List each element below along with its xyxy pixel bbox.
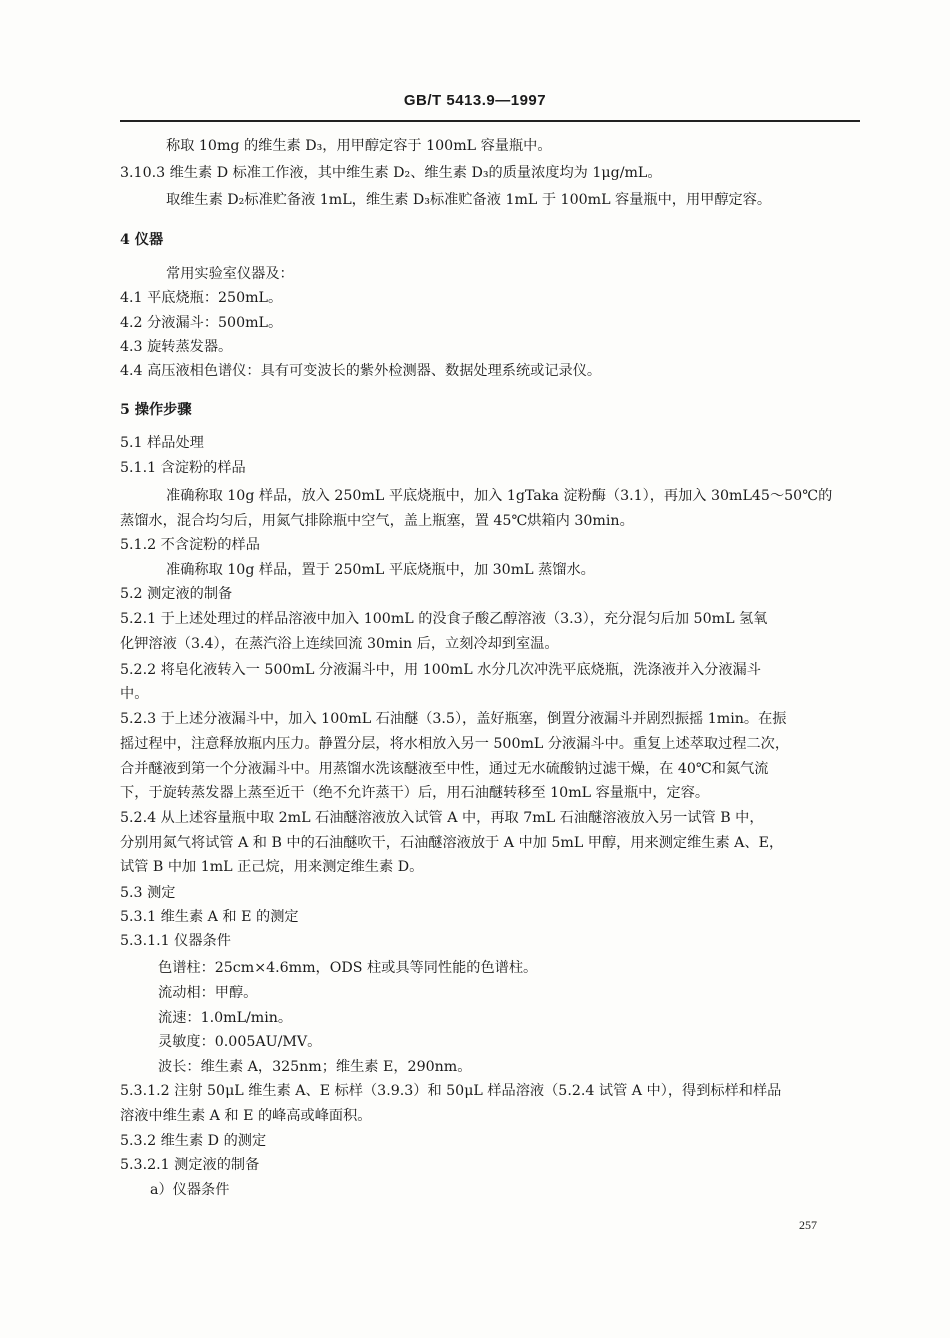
clause-line: 5.3.1.2 注射 50μL 维生素 A、E 标样（3.9.3）和 50μL 样品溶液（5.2.4 试管 A 中），得到标样和样品 (120, 1083, 782, 1099)
text-line: 中。 (120, 686, 149, 702)
text-line: 流速：1.0mL/min。 (158, 1010, 293, 1026)
clause-line: 5.2.4 从上述容量瓶中取 2mL 石油醚溶液放入试管 A 中，再取 7mL 石油醚溶液放入另一试管 B 中， (120, 810, 764, 826)
section-heading: 4 仪器 (120, 232, 164, 248)
text-line: 分别用氮气将试管 A 和 B 中的石油醚吹干，石油醚溶液放于 A 中加 5mL 甲醇，用来测定维生素 A、E， (120, 835, 784, 851)
section-heading: 5 操作步骤 (120, 402, 192, 418)
clause-line: 5.1.2 不含淀粉的样品 (120, 537, 260, 553)
clause-line: 4.2 分液漏斗：500mL。 (120, 315, 283, 331)
header-rule (120, 120, 860, 122)
clause-line: 4.1 平底烧瓶：250mL。 (120, 290, 283, 306)
clause-line: 4.4 高压液相色谱仪：具有可变波长的紫外检测器、数据处理系统或记录仪。 (120, 363, 602, 379)
text-line: 溶液中维生素 A 和 E 的峰高或峰面积。 (120, 1108, 372, 1124)
text-line: 准确称取 10g 样品，放入 250mL 平底烧瓶中，加入 1gTaka 淀粉酶（3.1），再加入 30mL45～50℃的 (166, 488, 833, 504)
clause-line: 5.2.3 于上述分液漏斗中，加入 100mL 石油醚（3.5），盖好瓶塞，倒置分液漏斗并剧烈振摇 1min。在振 (120, 711, 787, 727)
clause-line: 5.2.1 于上述处理过的样品溶液中加入 100mL 的没食子酸乙醇溶液（3.3），充分混匀后加 50mL 氢氧 (120, 611, 768, 627)
text-line: 流动相：甲醇。 (158, 985, 258, 1001)
clause-line: 5.3.1.1 仪器条件 (120, 933, 231, 949)
clause-line: 4.3 旋转蒸发器。 (120, 339, 233, 355)
text-line: 蒸馏水，混合均匀后，用氮气排除瓶中空气，盖上瓶塞，置 45℃烘箱内 30min。 (120, 513, 634, 529)
clause-line: 5.1 样品处理 (120, 435, 204, 451)
text-line: 下，于旋转蒸发器上蒸至近干（绝不允许蒸干）后，用石油醚转移至 10mL 容量瓶中，定容。 (120, 785, 710, 801)
page-number: 257 (799, 1218, 817, 1232)
clause-line: 5.3.1 维生素 A 和 E 的测定 (120, 909, 299, 925)
text-line: 灵敏度：0.005AU/MV。 (158, 1034, 322, 1050)
document-header: GB/T 5413.9—1997 (403, 92, 547, 109)
clause-line: 5.1.1 含淀粉的样品 (120, 460, 246, 476)
text-line: 准确称取 10g 样品，置于 250mL 平底烧瓶中，加 30mL 蒸馏水。 (166, 562, 595, 578)
clause-line: 5.3 测定 (120, 885, 176, 901)
text-line: a）仪器条件 (150, 1182, 230, 1198)
clause-line: 5.3.2.1 测定液的制备 (120, 1157, 260, 1173)
text-line: 常用实验室仪器及： (166, 266, 294, 282)
clause-line: 5.2.2 将皂化液转入一 500mL 分液漏斗中，用 100mL 水分几次冲洗平底烧瓶，洗涤液并入分液漏斗 (120, 662, 761, 678)
text-line: 化钾溶液（3.4），在蒸汽浴上连续回流 30min 后，立刻冷却到室温。 (120, 636, 559, 652)
text-line: 波长：维生素 A，325nm；维生素 E，290nm。 (158, 1059, 472, 1075)
text-line: 取维生素 D₂标准贮备液 1mL，维生素 D₃标准贮备液 1mL 于 100mL 容量瓶中，用甲醇定容。 (166, 192, 772, 208)
clause-line: 5.3.2 维生素 D 的测定 (120, 1133, 267, 1149)
text-line: 称取 10mg 的维生素 D₃，用甲醇定容于 100mL 容量瓶中。 (166, 138, 552, 154)
clause-line: 5.2 测定液的制备 (120, 586, 233, 602)
text-line: 试管 B 中加 1mL 正己烷，用来测定维生素 D。 (120, 859, 424, 875)
text-line: 摇过程中，注意释放瓶内压力。静置分层，将水相放入另一 500mL 分液漏斗中。重复上述萃取过程二次， (120, 736, 790, 752)
clause-line: 3.10.3 维生素 D 标准工作液，其中维生素 D₂、维生素 D₃的质量浓度均为 1μg/mL。 (120, 165, 662, 181)
text-line: 合并醚液到第一个分液漏斗中。用蒸馏水洗该醚液至中性，通过无水硫酸钠过滤干燥，在 40℃和氮气流 (120, 761, 769, 777)
text-line: 色谱柱：25cm×4.6mm，ODS 柱或具等同性能的色谱柱。 (158, 960, 538, 976)
